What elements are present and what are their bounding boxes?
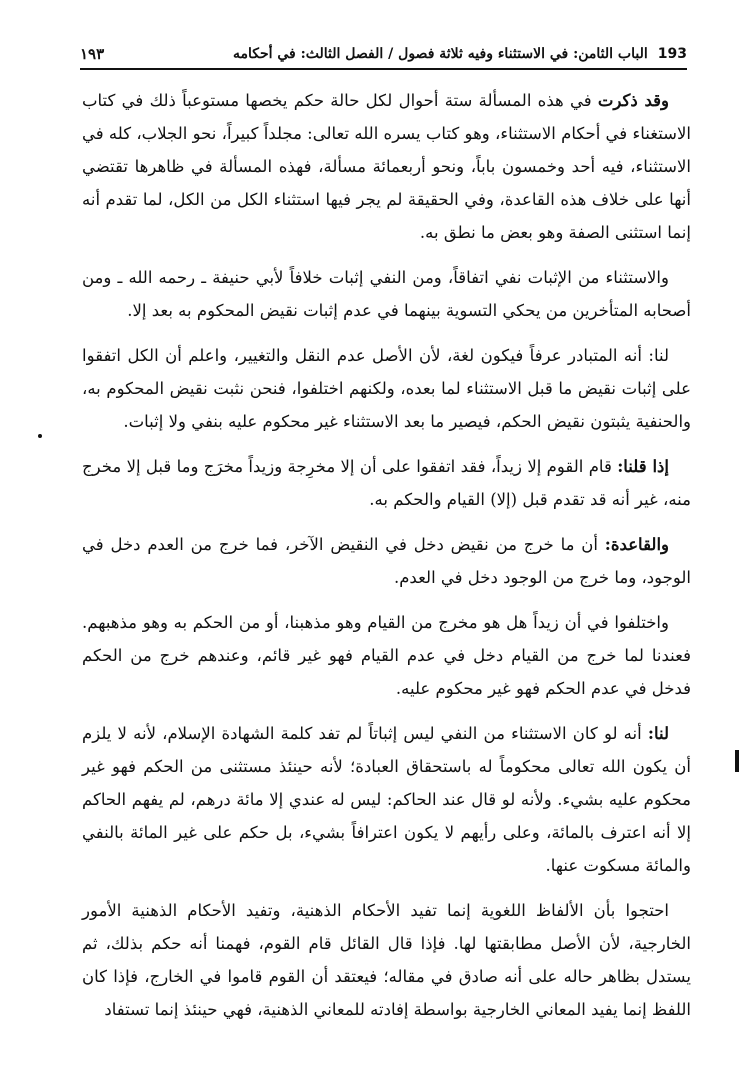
paragraph-text: أن ما خرج من نقيض دخل في النقيض الآخر، فما خرج من العدم دخل في الوجود، وما خرج من الوجود دخل في العدم. [82,535,691,587]
page-body [82,84,691,1038]
paragraph-6 [82,606,691,705]
paragraph-5 [82,528,691,594]
paragraph-text: في هذه المسألة ستة أحوال لكل حالة حكم يخصها مستوعباً ذلك في كتاب الاستغناء في أحكام الاستثناء، وهو كتاب يسره الله تعالى: مجلداً كبيراً، نحو الجلاب، كله في الاستثناء، فيه أحد وخمسون باباً، ونحو أربعمائة مسألة، فهذه المسألة في ظاهرها تقتضي أنها على خلاف هذه القاعدة، وفي الحقيقة لم يجر فيها استثناء الكل من الكل، لما تقدم أنه إنما استثنى الصفة وهو بعض ما نطق به. [82,91,691,242]
margin-dot [38,434,42,438]
paragraph-lead: والقاعدة: [604,535,669,554]
paragraph-lead: وقد ذكرت [597,91,669,110]
paragraph-8 [82,894,691,1026]
running-title: الباب الثامن: في الاستثناء وفيه ثلاثة فصول / الفصل الثالث: في أحكامه [232,46,648,62]
paragraph-4 [82,450,691,516]
scan-edge-mark [735,750,739,772]
paragraph-lead: إذا قلنا: [617,457,669,476]
paragraph-7 [82,717,691,882]
paragraph-text: احتجوا بأن الألفاظ اللغوية إنما تفيد الأحكام الذهنية، وتفيد الأحكام الذهنية الأمور الخارجية، لأن الأصل مطابقتها لها. فإذا قال القائل قام القوم، فهمنا أنه حكم بذلك، ثم يستدل بظاهر حاله على أنه صادق في مقاله؛ فيعتقد أن القوم قاموا في الخارج، فإذا كان اللفظ إنما يفيد المعاني الخارجية بواسطة إفادته للمعاني الذهنية، فهي حينئذ إنما تستفاد [82,901,691,1019]
page-number-latin: 193 [657,46,687,62]
paragraph-lead: لنا: [647,724,669,743]
paragraph-text: لنا: أنه المتبادر عرفاً فيكون لغة، لأن الأصل عدم النقل والتغيير، واعلم أن الكل اتفقوا على إثبات نقيض ما قبل الاستثناء لما بعده، ولكنهم اختلفوا، فنحن نثبت نقيض المحكوم به، والحنفية يثبتون نقيض الحكم، فيصير ما بعد الاستثناء غير محكوم عليه بنفي ولا إثبات. [82,346,691,431]
paragraph-2 [82,261,691,327]
paragraph-3 [82,339,691,438]
running-header [80,40,687,70]
page-number-arabic: ١٩٣ [80,45,105,63]
paragraph-1 [82,84,691,249]
paragraph-text: أنه لو كان الاستثناء من النفي ليس إثباتاً لم تفد كلمة الشهادة الإسلام، لأنه لا يلزم أن يكون الله تعالى محكوماً له باستحقاق العبادة؛ لأنه حينئذ مستثنى من الحكم فهو غير محكوم عليه بشيء. ولأنه لو قال عند الحاكم: ليس له عندي إلا مائة درهم، لم يفهم الحاكم إلا أنه اعترف بالمائة، وعلى رأيهم لا يكون اعترافاً بشيء، بل حكم على غير المائة بالنفي والمائة مسكوت عنها. [82,724,691,875]
paragraph-text: والاستثناء من الإثبات نفي اتفاقاً، ومن النفي إثبات خلافاً لأبي حنيفة ـ رحمه الله ـ ومن أصحابه المتأخرين من يحكي التسوية بينهما في عدم إثبات نقيض المحكوم به بعد إلا. [82,268,691,320]
paragraph-text: واختلفوا في أن زيداً هل هو مخرج من القيام وهو مذهبنا، أو من الحكم به وهو مذهبهم. فعندنا لما خرج من القيام دخل في عدم القيام فهو غير قائم، وعندهم خرج من الحكم فدخل في عدم الحكم فهو غير محكوم عليه. [82,613,691,698]
paragraph-text: قام القوم إلا زيداً، فقد اتفقوا على أن إلا مخرِجة وزيداً مخرَج وما قبل إلا مخرج منه، غير أنه قد تقدم قبل (إلا) القيام والحكم به. [82,457,691,509]
